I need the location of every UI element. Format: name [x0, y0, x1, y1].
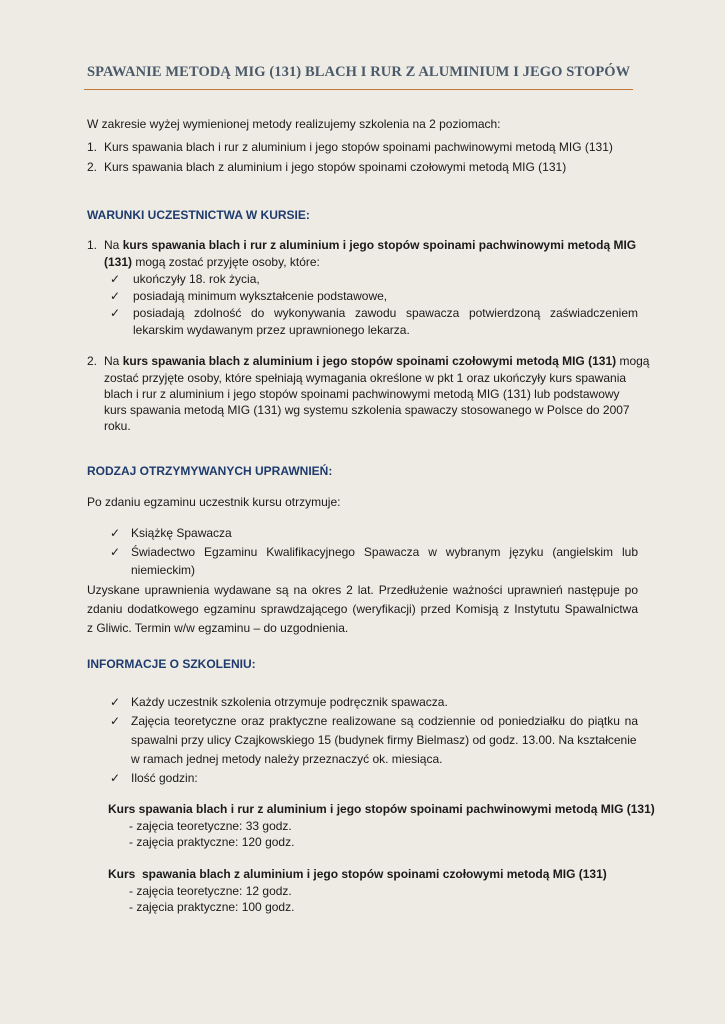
level-text-1: Kurs spawania blach i rur z aluminium i jego stopów spoinami pachwinowymi metodą MIG (131): [104, 140, 613, 154]
level-text-2: Kurs spawania blach z aluminium i jego stopów spoinami czołowymi metodą MIG (131): [104, 160, 567, 174]
check-icon: ✓: [110, 714, 121, 728]
course-1-theory: - zajęcia teoretyczne: 33 godz.: [129, 819, 292, 833]
info-check-1: Każdy uczestnik szkolenia otrzymuje podręcznik spawacza.: [131, 695, 448, 709]
check-icon: ✓: [110, 289, 121, 303]
rights-heading: RODZAJ OTRZYMYWANYCH UPRAWNIEŃ:: [87, 464, 333, 478]
condition-1-line2: [104, 254, 320, 271]
condition-1-prefix: Na: [104, 238, 123, 252]
condition-2-line1: [104, 353, 649, 370]
condition-1-bold2: (131): [104, 255, 133, 269]
title-divider: [84, 89, 633, 90]
condition-2-line4: kurs spawania metodą MIG (131) wg systemu szkolenia spawaczy stosowanego w Polsce do 2007: [104, 403, 630, 417]
level-number-2: 2.: [87, 160, 98, 174]
course-1-title: Kurs spawania blach i rur z aluminium i jego stopów spoinami pachwinowymi metodą MIG (131): [108, 802, 655, 816]
course-2-title: Kurs spawania blach z aluminium i jego stopów spoinami czołowymi metodą MIG (131): [108, 867, 607, 881]
info-check-2: Zajęcia teoretyczne oraz praktyczne realizowane są codziennie od poniedziałku do piątku na: [131, 714, 638, 728]
rights-line-3: z Gliwic. Termin w/w egzaminu – do uzgodnienia.: [87, 621, 349, 635]
rights-check-1: Książkę Spawacza: [131, 526, 232, 540]
condition-1-check-3-cont: lekarskim wydawanym przez uprawnionego lekarza.: [133, 323, 410, 337]
condition-2-prefix: Na: [104, 354, 123, 368]
conditions-heading: WARUNKI UCZESTNICTWA W KURSIE:: [87, 208, 310, 222]
rights-check-2: Świadectwo Egzaminu Kwalifikacyjnego Spawacza w wybranym języku (angielskim lub: [131, 545, 638, 559]
course-2-theory: - zajęcia teoretyczne: 12 godz.: [129, 884, 292, 898]
condition-1-check-3: posiadają zdolność do wykonywania zawodu spawacza potwierdzoną zaświadczeniem: [133, 306, 638, 320]
condition-1-line1: [104, 237, 638, 254]
info-check-3: Ilość godzin:: [131, 771, 198, 785]
page-title: SPAWANIE METODĄ MIG (131) BLACH I RUR Z ALUMINIUM I JEGO STOPÓW: [87, 64, 631, 80]
condition-number-2: 2.: [87, 354, 98, 368]
condition-2-line5: roku.: [104, 419, 131, 433]
rights-line-2: zdaniu dodatkowego egzaminu sprawdzającego (weryfikacji) przed Komisją z Instytutu Spawalnictwa: [87, 602, 638, 616]
check-icon: ✓: [110, 306, 121, 320]
check-icon: ✓: [110, 526, 121, 540]
course-1-practice: - zajęcia praktyczne: 120 godz.: [129, 835, 295, 849]
condition-1-bold: kurs spawania blach i rur z aluminium i jego stopów spoinami pachwinowymi metodą MIG: [122, 238, 637, 252]
condition-1-check-1: ukończyły 18. rok życia,: [133, 272, 260, 286]
condition-1-rest: mogą zostać przyjęte osoby, które:: [132, 255, 320, 269]
info-check-2-cont2: w ramach jednej metody należy przeznaczyć ok. miesiąca.: [131, 752, 443, 766]
info-heading: INFORMACJE O SZKOLENIU:: [87, 657, 256, 671]
condition-1-check-2: posiadają minimum wykształcenie podstawowe,: [133, 289, 388, 303]
check-icon: ✓: [110, 545, 121, 559]
condition-2-line2: zostać przyjęte osoby, które spełniają wymagania określone w pkt 1 oraz ukończyły kurs spawania: [104, 371, 627, 385]
check-icon: ✓: [110, 695, 121, 709]
info-check-2-cont1: spawalni przy ulicy Czajkowskiego 15 (budynek firmy Bielmasz) od godz. 13.00. Na kształcenie: [131, 733, 637, 747]
check-icon: ✓: [110, 272, 121, 286]
level-number-1: 1.: [87, 140, 98, 154]
check-icon: ✓: [110, 771, 121, 785]
condition-2-line3: blach i rur z aluminium i jego stopów spoinami pachwinowymi metodą MIG (131) lub podstawowy: [104, 387, 620, 401]
condition-2-bold: kurs spawania blach z aluminium i jego stopów spoinami czołowymi metodą MIG (131): [122, 354, 617, 368]
rights-intro: Po zdaniu egzaminu uczestnik kursu otrzymuje:: [87, 495, 341, 509]
rights-line-1: Uzyskane uprawnienia wydawane są na okres 2 lat. Przedłużenie ważności uprawnień następuje po: [87, 583, 638, 597]
course-2-practice: - zajęcia praktyczne: 100 godz.: [129, 900, 295, 914]
rights-check-2-cont: niemieckim): [131, 563, 196, 577]
condition-2-suffix: mogą: [616, 354, 650, 368]
intro-text: W zakresie wyżej wymienionej metody realizujemy szkolenia na 2 poziomach:: [87, 117, 501, 131]
condition-number-1: 1.: [87, 238, 98, 252]
